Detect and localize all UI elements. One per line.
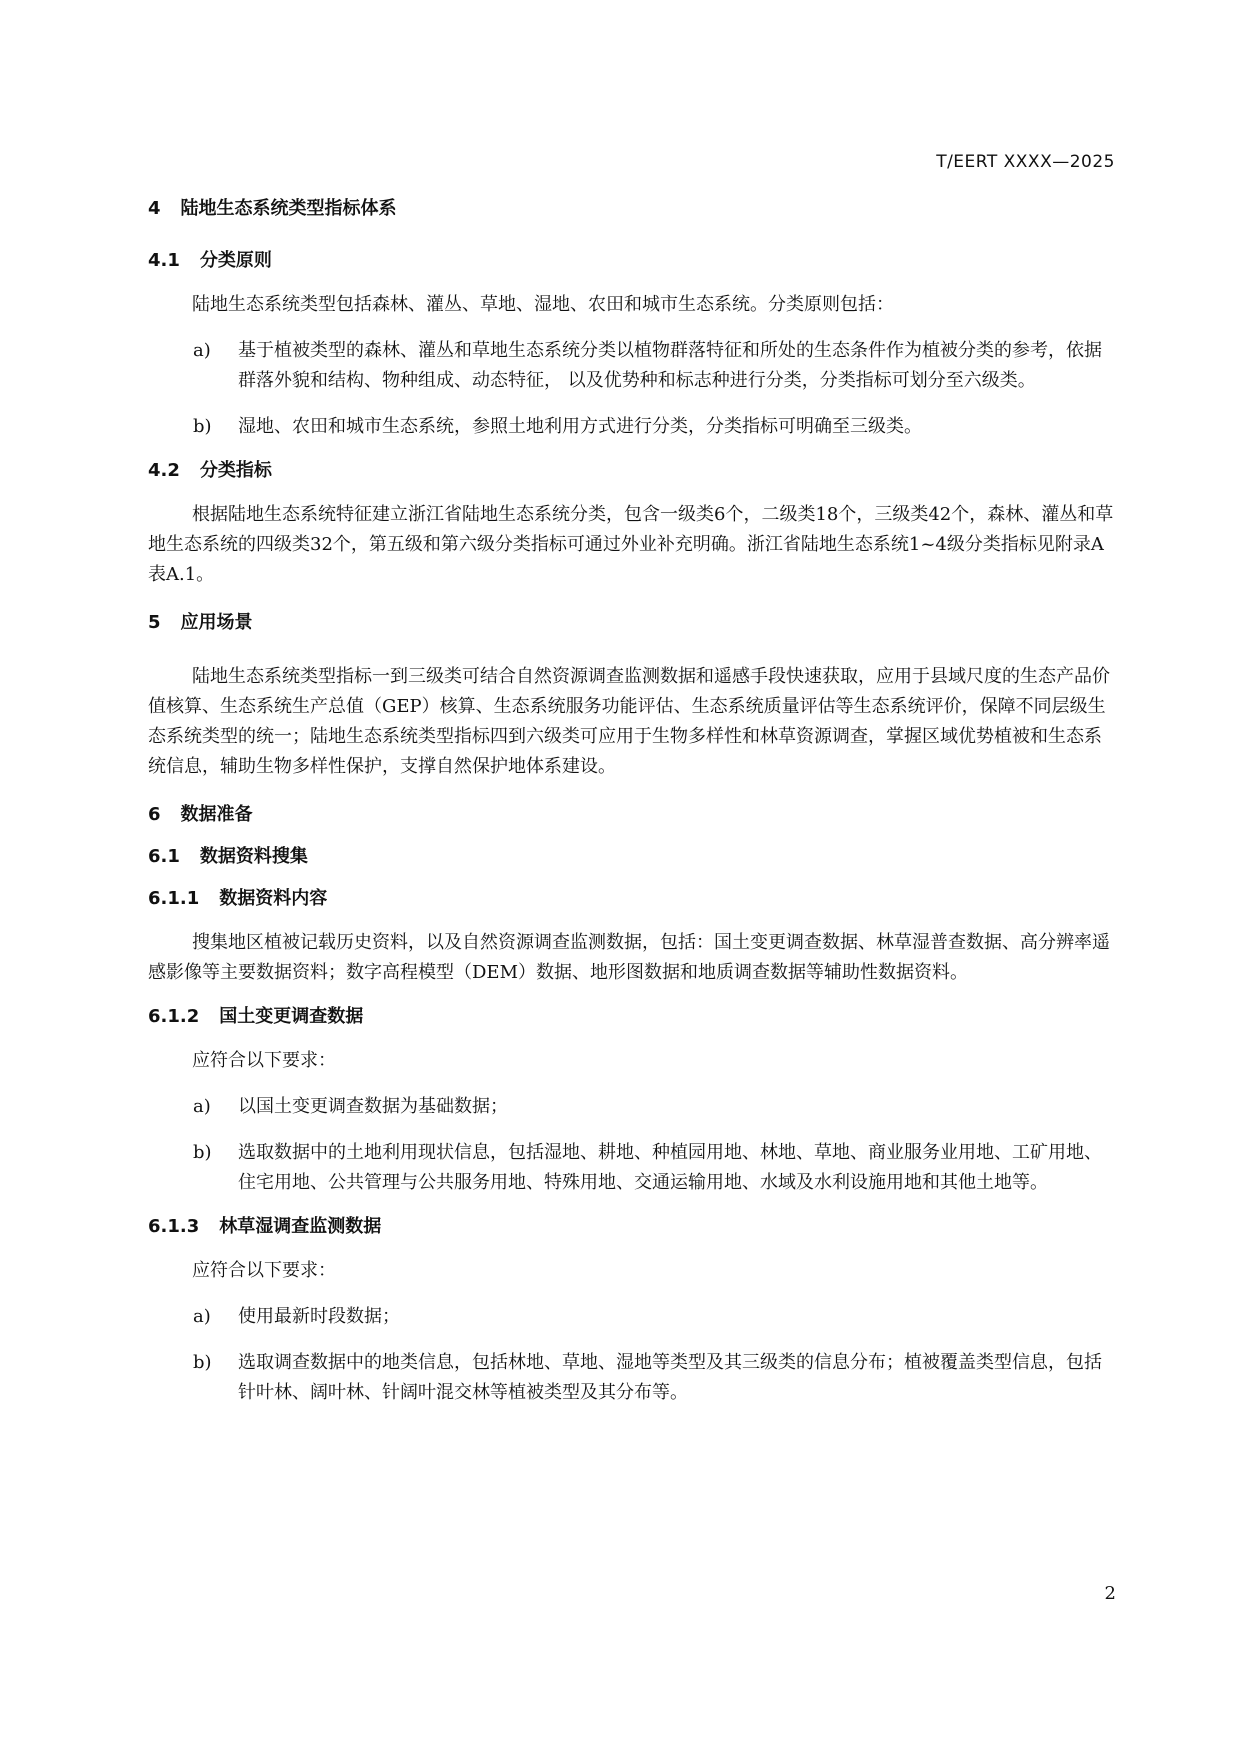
heading-6-1-1: 6.1.1 数据资料内容 xyxy=(148,888,328,909)
paragraph-4-1-intro: 陆地生态系统类型包括森林、灌丛、草地、湿地、农田和城市生态系统。分类原则包括： xyxy=(192,294,894,315)
heading-6: 6 数据准备 xyxy=(148,804,253,825)
heading-6-1: 6.1 数据资料搜集 xyxy=(148,846,308,867)
paragraph-5: 陆地生态系统类型指标一到三级类可结合自然资源调查监测数据和遥感手段快速获取，应用于县域尺度的生态产品价值核算、生态系统生产总值（GEP）核算、生态系统服务功能评估、生态系统质量评估等生态系统评价，保障不同层级生态系统类型的统一；陆地生态系统类型指标四到六级类可应用于生物多样性和林草资源调查，掌握区域优势植被和生态系统信息，辅助生物多样性保护，支撑自然保护地体系建设。 xyxy=(148,666,1110,777)
document-body xyxy=(148,196,1116,1408)
heading-5: 5 应用场景 xyxy=(148,612,253,633)
paragraph-4-2: 根据陆地生态系统特征建立浙江省陆地生态系统分类，包含一级类6个，二级类18个，三级类42个，森林、灌丛和草地生态系统的四级类32个，第五级和第六级分类指标可通过外业补充明确。浙江省陆地生态系统1~4级分类指标见附录A表A.1。 xyxy=(148,504,1114,585)
list-item: b) 湿地、农田和城市生态系统，参照土地利用方式进行分类，分类指标可明确至三级类。 xyxy=(193,416,922,437)
list-item: b) 选取数据中的土地利用现状信息，包括湿地、耕地、种植园用地、林地、草地、商业服务业用地、工矿用地、住宅用地、公共管理与公共服务用地、特殊用地、交通运输用地、水域及水利设施用地和其他土地等。 xyxy=(193,1142,1102,1193)
list-item: a) 使用最新时段数据； xyxy=(193,1306,400,1327)
heading-4-1: 4.1 分类原则 xyxy=(148,250,272,271)
heading-6-1-2: 6.1.2 国土变更调查数据 xyxy=(148,1006,364,1027)
paragraph-6-1-2-intro: 应符合以下要求： xyxy=(192,1050,336,1071)
heading-6-1-3: 6.1.3 林草湿调查监测数据 xyxy=(148,1216,382,1237)
list-item: b) 选取调查数据中的地类信息，包括林地、草地、湿地等类型及其三级类的信息分布；植被覆盖类型信息，包括针叶林、阔叶林、针阔叶混交林等植被类型及其分布等。 xyxy=(193,1352,1102,1403)
paragraph-6-1-3-intro: 应符合以下要求： xyxy=(192,1260,336,1281)
list-item: a) 以国土变更调查数据为基础数据； xyxy=(193,1096,508,1117)
document-id: T/EERT XXXX—2025 xyxy=(936,152,1115,172)
list-item: a) 基于植被类型的森林、灌丛和草地生态系统分类以植物群落特征和所处的生态条件作为植被分类的参考，依据群落外貌和结构、物种组成、动态特征， 以及优势种和标志种进行分类，分类指标可划分至六级类。 xyxy=(193,340,1102,391)
heading-4-2: 4.2 分类指标 xyxy=(148,460,272,481)
paragraph-6-1-1: 搜集地区植被记载历史资料，以及自然资源调查监测数据，包括：国土变更调查数据、林草湿普查数据、高分辨率遥感影像等主要数据资料；数字高程模型（DEM）数据、地形图数据和地质调查数据等辅助性数据资料。 xyxy=(148,932,1110,983)
heading-4: 4 陆地生态系统类型指标体系 xyxy=(148,198,397,219)
page-number: 2 xyxy=(1104,1583,1116,1604)
